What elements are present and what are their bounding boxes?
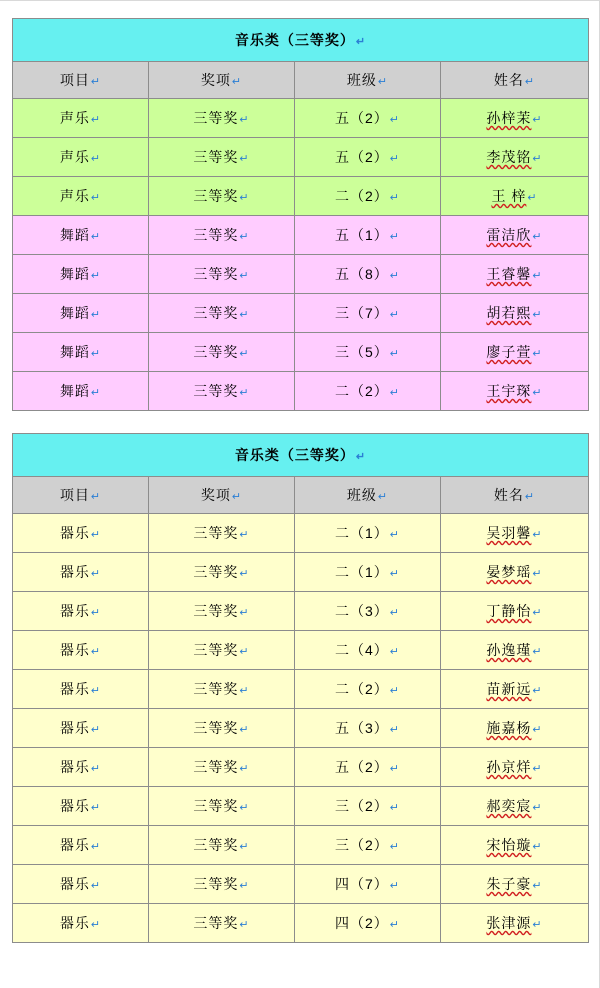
table-cell xyxy=(441,709,589,748)
paragraph-mark: ↵ xyxy=(239,568,250,580)
paragraph-mark: ↵ xyxy=(239,529,250,541)
paragraph-mark: ↵ xyxy=(239,607,250,619)
table-cell xyxy=(149,826,295,865)
table-cell xyxy=(441,372,589,411)
paragraph-mark: ↵ xyxy=(90,841,102,853)
cell-text: 奖项 xyxy=(200,487,231,503)
table-cell xyxy=(295,826,441,865)
cell-text: 音乐类（三等奖） xyxy=(234,32,355,48)
cell-text: 孙逸瑾 xyxy=(486,642,532,658)
table-1-title xyxy=(13,19,589,62)
paragraph-mark: ↵ xyxy=(389,841,400,853)
paragraph-mark: ↵ xyxy=(90,231,102,243)
cell-text: 器乐 xyxy=(59,915,90,931)
table-cell xyxy=(149,865,295,904)
paragraph-mark: ↵ xyxy=(532,309,543,321)
table-2-header-cell xyxy=(149,477,295,514)
paragraph-mark: ↵ xyxy=(532,685,543,697)
cell-text: 声乐 xyxy=(59,110,90,126)
paragraph-mark: ↵ xyxy=(90,724,102,736)
cell-text: 舞蹈 xyxy=(59,227,90,243)
table-2-title xyxy=(13,434,589,477)
cell-text: 班级 xyxy=(346,72,377,88)
cell-text: 三（5） xyxy=(334,344,389,360)
paragraph-mark: ↵ xyxy=(389,763,400,775)
cell-text: 姓名 xyxy=(493,487,524,503)
table-1-header-cell xyxy=(149,62,295,99)
cell-text: 三等奖 xyxy=(193,915,239,931)
paragraph-mark: ↵ xyxy=(389,309,400,321)
paragraph-mark: ↵ xyxy=(231,76,243,88)
paragraph-mark: ↵ xyxy=(532,348,543,360)
table-2-header-cell xyxy=(13,477,149,514)
table-row xyxy=(13,255,589,294)
paragraph-mark: ↵ xyxy=(239,348,250,360)
table-row xyxy=(13,553,589,592)
table-cell xyxy=(441,631,589,670)
cell-text: 奖项 xyxy=(200,72,231,88)
cell-text: 三等奖 xyxy=(193,344,239,360)
table-1-header-cell xyxy=(295,62,441,99)
table-cell xyxy=(13,592,149,631)
paragraph-mark: ↵ xyxy=(239,685,250,697)
cell-text: 五（2） xyxy=(334,110,389,126)
cell-text: 廖子萱 xyxy=(486,344,532,360)
paragraph-mark: ↵ xyxy=(90,568,102,580)
cell-text: 三等奖 xyxy=(193,227,239,243)
cell-text: 二（2） xyxy=(334,383,389,399)
paragraph-mark: ↵ xyxy=(239,724,250,736)
cell-text: 四（7） xyxy=(334,876,389,892)
cell-text: 三等奖 xyxy=(193,798,239,814)
paragraph-mark: ↵ xyxy=(532,387,543,399)
table-row xyxy=(13,138,589,177)
table-cell xyxy=(149,670,295,709)
table-cell xyxy=(149,216,295,255)
cell-text: 二（2） xyxy=(334,681,389,697)
table-2-body xyxy=(13,434,589,943)
table-row xyxy=(13,592,589,631)
paragraph-mark: ↵ xyxy=(239,309,250,321)
cell-text: 器乐 xyxy=(59,681,90,697)
cell-text: 王 梓 xyxy=(491,188,527,204)
cell-text: 五（2） xyxy=(334,759,389,775)
paragraph-mark: ↵ xyxy=(355,36,367,48)
table-cell xyxy=(295,865,441,904)
cell-text: 二（3） xyxy=(334,603,389,619)
table-row xyxy=(13,372,589,411)
cell-text: 五（8） xyxy=(334,266,389,282)
cell-text: 孙梓茉 xyxy=(486,110,532,126)
paragraph-mark: ↵ xyxy=(90,529,102,541)
table-cell xyxy=(149,255,295,294)
table-row xyxy=(13,99,589,138)
paragraph-mark: ↵ xyxy=(239,270,250,282)
cell-text: 项目 xyxy=(59,72,90,88)
paragraph-mark: ↵ xyxy=(231,491,243,503)
paragraph-mark: ↵ xyxy=(532,607,543,619)
table-cell xyxy=(149,592,295,631)
cell-text: 二（2） xyxy=(334,188,389,204)
table-cell xyxy=(441,294,589,333)
cell-text: 器乐 xyxy=(59,603,90,619)
table-2-title-row xyxy=(13,434,589,477)
table-cell xyxy=(295,372,441,411)
paragraph-mark: ↵ xyxy=(532,270,543,282)
table-cell xyxy=(441,787,589,826)
table-cell xyxy=(441,255,589,294)
table-cell xyxy=(441,514,589,553)
cell-text: 四（2） xyxy=(334,915,389,931)
cell-text: 班级 xyxy=(346,487,377,503)
table-cell xyxy=(13,865,149,904)
paragraph-mark: ↵ xyxy=(90,114,102,126)
table-cell xyxy=(149,177,295,216)
table-1-body xyxy=(13,19,589,411)
cell-text: 郝奕宸 xyxy=(486,798,532,814)
table-cell xyxy=(441,553,589,592)
table-cell xyxy=(295,670,441,709)
table-cell xyxy=(441,826,589,865)
table-cell xyxy=(149,372,295,411)
paragraph-mark: ↵ xyxy=(90,646,102,658)
cell-text: 苗新远 xyxy=(486,681,532,697)
table-row xyxy=(13,177,589,216)
cell-text: 器乐 xyxy=(59,798,90,814)
cell-text: 三等奖 xyxy=(193,603,239,619)
cell-text: 姓名 xyxy=(493,72,524,88)
paragraph-mark: ↵ xyxy=(389,114,400,126)
table-cell xyxy=(441,592,589,631)
table-cell xyxy=(13,826,149,865)
award-table-2 xyxy=(12,433,589,943)
paragraph-mark: ↵ xyxy=(532,919,543,931)
table-row xyxy=(13,514,589,553)
cell-text: 五（3） xyxy=(334,720,389,736)
cell-text: 声乐 xyxy=(59,149,90,165)
table-1-title-row xyxy=(13,19,589,62)
paragraph-mark: ↵ xyxy=(532,529,543,541)
table-cell xyxy=(13,372,149,411)
paragraph-mark: ↵ xyxy=(389,529,400,541)
table-1-header-cell xyxy=(13,62,149,99)
table-cell xyxy=(295,553,441,592)
table-row xyxy=(13,216,589,255)
table-cell xyxy=(149,748,295,787)
table-cell xyxy=(295,294,441,333)
paragraph-mark: ↵ xyxy=(90,348,102,360)
cell-text: 五（1） xyxy=(334,227,389,243)
paragraph-mark: ↵ xyxy=(389,802,400,814)
table-2-header-cell xyxy=(441,477,589,514)
cell-text: 项目 xyxy=(59,487,90,503)
paragraph-mark: ↵ xyxy=(239,802,250,814)
table-cell xyxy=(13,255,149,294)
paragraph-mark: ↵ xyxy=(90,802,102,814)
table-cell xyxy=(149,631,295,670)
paragraph-mark: ↵ xyxy=(90,491,102,503)
paragraph-mark: ↵ xyxy=(239,880,250,892)
paragraph-mark: ↵ xyxy=(389,880,400,892)
paragraph-mark: ↵ xyxy=(389,685,400,697)
paragraph-mark: ↵ xyxy=(377,76,389,88)
paragraph-mark: ↵ xyxy=(239,387,250,399)
paragraph-mark: ↵ xyxy=(239,231,250,243)
cell-text: 器乐 xyxy=(59,525,90,541)
table-cell xyxy=(295,333,441,372)
table-cell xyxy=(13,904,149,943)
paragraph-mark: ↵ xyxy=(524,76,536,88)
cell-text: 三等奖 xyxy=(193,305,239,321)
paragraph-mark: ↵ xyxy=(532,880,543,892)
cell-text: 王宇琛 xyxy=(486,383,532,399)
table-cell xyxy=(441,216,589,255)
cell-text: 声乐 xyxy=(59,188,90,204)
table-cell xyxy=(149,787,295,826)
table-cell xyxy=(295,138,441,177)
paragraph-mark: ↵ xyxy=(90,607,102,619)
cell-text: 器乐 xyxy=(59,837,90,853)
table-cell xyxy=(295,99,441,138)
table-cell xyxy=(13,333,149,372)
top-spacer xyxy=(0,0,600,18)
paragraph-mark: ↵ xyxy=(90,153,102,165)
table-row xyxy=(13,787,589,826)
table-gap xyxy=(0,411,600,433)
paragraph-mark: ↵ xyxy=(524,491,536,503)
cell-text: 舞蹈 xyxy=(59,383,90,399)
paragraph-mark: ↵ xyxy=(239,192,250,204)
table-cell xyxy=(441,333,589,372)
cell-text: 三（2） xyxy=(334,798,389,814)
cell-text: 三等奖 xyxy=(193,759,239,775)
table-row xyxy=(13,826,589,865)
table-cell xyxy=(13,294,149,333)
table-1-header-cell xyxy=(441,62,589,99)
cell-text: 舞蹈 xyxy=(59,344,90,360)
cell-text: 施嘉杨 xyxy=(486,720,532,736)
table-cell xyxy=(13,216,149,255)
paragraph-mark: ↵ xyxy=(90,880,102,892)
cell-text: 三等奖 xyxy=(193,876,239,892)
table-row xyxy=(13,709,589,748)
table-cell xyxy=(441,748,589,787)
paragraph-mark: ↵ xyxy=(90,192,102,204)
cell-text: 二（1） xyxy=(334,564,389,580)
table-cell xyxy=(13,553,149,592)
cell-text: 吴羽馨 xyxy=(486,525,532,541)
cell-text: 器乐 xyxy=(59,642,90,658)
paragraph-mark: ↵ xyxy=(527,192,538,204)
paragraph-mark: ↵ xyxy=(389,348,400,360)
cell-text: 三等奖 xyxy=(193,110,239,126)
table-cell xyxy=(13,514,149,553)
paragraph-mark: ↵ xyxy=(90,919,102,931)
paragraph-mark: ↵ xyxy=(532,231,543,243)
table-cell xyxy=(441,99,589,138)
paragraph-mark: ↵ xyxy=(90,763,102,775)
table-cell xyxy=(13,709,149,748)
paragraph-mark: ↵ xyxy=(90,387,102,399)
table-cell xyxy=(295,631,441,670)
table-row xyxy=(13,865,589,904)
cell-text: 丁静怡 xyxy=(486,603,532,619)
table-cell xyxy=(13,631,149,670)
table-cell xyxy=(149,333,295,372)
paragraph-mark: ↵ xyxy=(90,270,102,282)
paragraph-mark: ↵ xyxy=(239,919,250,931)
paragraph-mark: ↵ xyxy=(90,76,102,88)
paragraph-mark: ↵ xyxy=(90,685,102,697)
cell-text: 张津源 xyxy=(486,915,532,931)
cell-text: 朱子豪 xyxy=(486,876,532,892)
cell-text: 宋怡璇 xyxy=(486,837,532,853)
table-cell xyxy=(295,514,441,553)
table-cell xyxy=(295,904,441,943)
table-cell xyxy=(149,709,295,748)
cell-text: 五（2） xyxy=(334,149,389,165)
table-cell xyxy=(149,904,295,943)
paragraph-mark: ↵ xyxy=(239,763,250,775)
table-cell xyxy=(441,177,589,216)
paragraph-mark: ↵ xyxy=(389,919,400,931)
cell-text: 三等奖 xyxy=(193,681,239,697)
paragraph-mark: ↵ xyxy=(239,646,250,658)
cell-text: 胡若熙 xyxy=(486,305,532,321)
cell-text: 孙京烊 xyxy=(486,759,532,775)
table-cell xyxy=(149,138,295,177)
table-2-header-cell xyxy=(295,477,441,514)
table-cell xyxy=(295,709,441,748)
cell-text: 三等奖 xyxy=(193,149,239,165)
paragraph-mark: ↵ xyxy=(389,568,400,580)
table-cell xyxy=(13,787,149,826)
table-cell xyxy=(149,514,295,553)
cell-text: 三等奖 xyxy=(193,720,239,736)
table-cell xyxy=(441,904,589,943)
cell-text: 二（4） xyxy=(334,642,389,658)
paragraph-mark: ↵ xyxy=(239,841,250,853)
award-table-1 xyxy=(12,18,589,411)
table-cell xyxy=(13,748,149,787)
paragraph-mark: ↵ xyxy=(355,451,367,463)
cell-text: 李茂铭 xyxy=(486,149,532,165)
cell-text: 器乐 xyxy=(59,876,90,892)
cell-text: 三等奖 xyxy=(193,642,239,658)
paragraph-mark: ↵ xyxy=(532,724,543,736)
table-row xyxy=(13,294,589,333)
cell-text: 三等奖 xyxy=(193,564,239,580)
cell-text: 王睿馨 xyxy=(486,266,532,282)
table-cell xyxy=(295,255,441,294)
cell-text: 二（1） xyxy=(334,525,389,541)
table-cell xyxy=(13,138,149,177)
cell-text: 三（7） xyxy=(334,305,389,321)
table-cell xyxy=(441,670,589,709)
paragraph-mark: ↵ xyxy=(532,568,543,580)
table-cell xyxy=(295,177,441,216)
paragraph-mark: ↵ xyxy=(389,270,400,282)
table-cell xyxy=(13,670,149,709)
table-row xyxy=(13,904,589,943)
paragraph-mark: ↵ xyxy=(532,841,543,853)
paragraph-mark: ↵ xyxy=(532,114,543,126)
table-cell xyxy=(295,787,441,826)
cell-text: 器乐 xyxy=(59,759,90,775)
table-cell xyxy=(441,865,589,904)
table-1-header-row xyxy=(13,62,589,99)
cell-text: 三等奖 xyxy=(193,188,239,204)
paragraph-mark: ↵ xyxy=(239,114,250,126)
table-row xyxy=(13,631,589,670)
table-row xyxy=(13,670,589,709)
paragraph-mark: ↵ xyxy=(90,309,102,321)
paragraph-mark: ↵ xyxy=(532,763,543,775)
cell-text: 三等奖 xyxy=(193,525,239,541)
cell-text: 三等奖 xyxy=(193,266,239,282)
cell-text: 器乐 xyxy=(59,564,90,580)
paragraph-mark: ↵ xyxy=(532,153,543,165)
paragraph-mark: ↵ xyxy=(239,153,250,165)
table-cell xyxy=(441,138,589,177)
table-cell xyxy=(149,99,295,138)
cell-text: 音乐类（三等奖） xyxy=(234,447,355,463)
table-cell xyxy=(295,592,441,631)
table-cell xyxy=(13,177,149,216)
cell-text: 晏梦瑶 xyxy=(486,564,532,580)
cell-text: 雷洁欣 xyxy=(486,227,532,243)
table-cell xyxy=(149,294,295,333)
cell-text: 舞蹈 xyxy=(59,266,90,282)
paragraph-mark: ↵ xyxy=(389,231,400,243)
paragraph-mark: ↵ xyxy=(389,724,400,736)
table-2-header-row xyxy=(13,477,589,514)
table-cell xyxy=(149,553,295,592)
table-row xyxy=(13,333,589,372)
cell-text: 三（2） xyxy=(334,837,389,853)
table-row xyxy=(13,748,589,787)
table-cell xyxy=(13,99,149,138)
page-edge-top xyxy=(0,0,600,1)
paragraph-mark: ↵ xyxy=(389,192,400,204)
paragraph-mark: ↵ xyxy=(532,646,543,658)
paragraph-mark: ↵ xyxy=(389,387,400,399)
cell-text: 器乐 xyxy=(59,720,90,736)
paragraph-mark: ↵ xyxy=(389,153,400,165)
paragraph-mark: ↵ xyxy=(377,491,389,503)
cell-text: 三等奖 xyxy=(193,837,239,853)
table-cell xyxy=(295,216,441,255)
cell-text: 舞蹈 xyxy=(59,305,90,321)
table-cell xyxy=(295,748,441,787)
paragraph-mark: ↵ xyxy=(532,802,543,814)
paragraph-mark: ↵ xyxy=(389,646,400,658)
cell-text: 三等奖 xyxy=(193,383,239,399)
paragraph-mark: ↵ xyxy=(389,607,400,619)
